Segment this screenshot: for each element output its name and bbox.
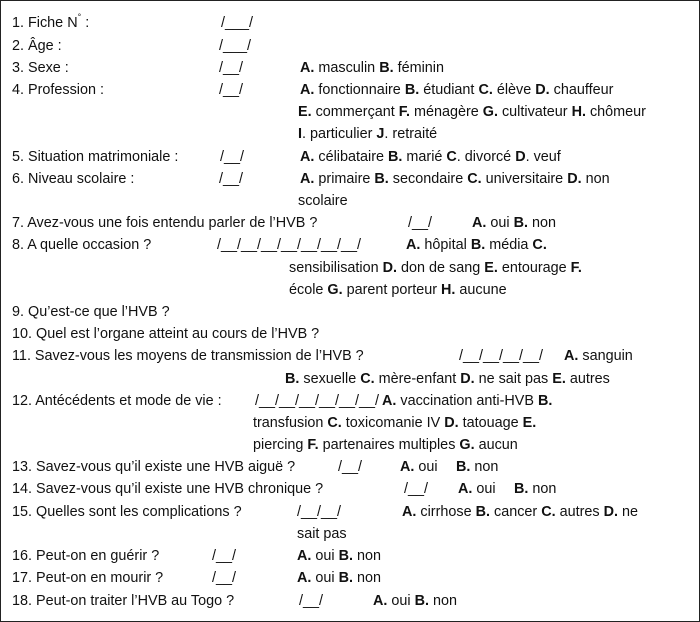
q4-options-line3: I. particulier J. retraité bbox=[298, 126, 438, 142]
q5-options: A. célibataire B. marié C. divorcé D. veuf bbox=[300, 149, 561, 165]
q12-options-line1: A. vaccination anti-HVB B. bbox=[382, 393, 553, 409]
q7-options: A. oui B. non bbox=[472, 215, 557, 231]
q13-option-a: A. oui bbox=[400, 459, 438, 475]
q5-box: /__/ bbox=[220, 149, 245, 165]
q14-label: 14. Savez-vous qu’il existe une HVB chronique ? bbox=[12, 481, 324, 497]
q8-label: 8. A quelle occasion ? bbox=[12, 237, 152, 253]
q11-label: 11. Savez-vous les moyens de transmission de l’HVB ? bbox=[12, 348, 364, 364]
q17-options: A. oui B. non bbox=[297, 570, 382, 586]
q18-box: /__/ bbox=[299, 593, 324, 609]
q18-label: 18. Peut-on traiter l’HVB au Togo ? bbox=[12, 593, 235, 609]
q9-label: 9. Qu’est-ce que l’HVB ? bbox=[12, 304, 170, 320]
q14-option-b: B. non bbox=[514, 481, 557, 497]
q11-options-line1: A. sanguin bbox=[564, 348, 633, 364]
q4-options-line1: A. fonctionnaire B. étudiant C. élève D. chauffeur bbox=[300, 82, 614, 98]
q8-options-line1: A. hôpital B. média C. bbox=[406, 237, 547, 253]
q15-options-cont: sait pas bbox=[297, 526, 347, 542]
q1-box: /___/ bbox=[221, 15, 254, 31]
q12-box: /__/__/__/__/__/__/ bbox=[255, 393, 380, 409]
q6-options-cont: scolaire bbox=[298, 193, 348, 209]
q4-label: 4. Profession : bbox=[12, 82, 104, 98]
q16-options: A. oui B. non bbox=[297, 548, 382, 564]
q4-box: /__/ bbox=[219, 82, 244, 98]
q6-label: 6. Niveau scolaire : bbox=[12, 171, 135, 187]
q13-box: /__/ bbox=[338, 459, 363, 475]
q4-options-line2: E. commerçant F. ménagère G. cultivateur H. chômeur bbox=[298, 104, 646, 120]
q15-label: 15. Quelles sont les complications ? bbox=[12, 504, 242, 520]
q15-options: A. cirrhose B. cancer C. autres D. ne bbox=[402, 504, 639, 520]
q8-box: /__/__/__/__/__/__/__/ bbox=[217, 237, 362, 253]
q17-box: /__/ bbox=[212, 570, 237, 586]
q8-options-line2: sensibilisation D. don de sang E. entourage F. bbox=[289, 260, 582, 276]
q6-box: /__/ bbox=[219, 171, 244, 187]
q11-options-line2: B. sexuelle C. mère-enfant D. ne sait pas E. autres bbox=[285, 371, 610, 387]
q5-label: 5. Situation matrimoniale : bbox=[12, 149, 179, 165]
q3-options: A. masculin B. féminin bbox=[300, 60, 444, 76]
q16-box: /__/ bbox=[212, 548, 237, 564]
q1-label: 1. Fiche N° : bbox=[12, 12, 90, 31]
q11-box: /__/__/__/__/ bbox=[459, 348, 544, 364]
q18-options: A. oui B. non bbox=[373, 593, 458, 609]
q13-label: 13. Savez-vous qu’il existe une HVB aiguë ? bbox=[12, 459, 296, 475]
q14-option-a: A. oui bbox=[458, 481, 496, 497]
q3-label: 3. Sexe : bbox=[12, 60, 69, 76]
q3-box: /__/ bbox=[219, 60, 244, 76]
q12-options-line2: transfusion C. toxicomanie IV D. tatouage E. bbox=[253, 415, 537, 431]
q15-box: /__/__/ bbox=[297, 504, 342, 520]
q12-label: 12. Antécédents et mode de vie : bbox=[12, 393, 222, 409]
q14-box: /__/ bbox=[404, 481, 429, 497]
q7-label: 7. Avez-vous une fois entendu parler de l’HVB ? bbox=[12, 215, 318, 231]
q17-label: 17. Peut-on en mourir ? bbox=[12, 570, 164, 586]
q8-options-line3: école G. parent porteur H. aucune bbox=[289, 282, 507, 298]
q16-label: 16. Peut-on en guérir ? bbox=[12, 548, 160, 564]
q7-box: /__/ bbox=[408, 215, 433, 231]
q13-option-b: B. non bbox=[456, 459, 499, 475]
q2-label: 2. Âge : bbox=[12, 38, 62, 54]
q6-options: A. primaire B. secondaire C. universitaire D. non bbox=[300, 171, 610, 187]
q2-box: /___/ bbox=[219, 38, 252, 54]
q10-label: 10. Quel est l’organe atteint au cours de l’HVB ? bbox=[12, 326, 320, 342]
q12-options-line3: piercing F. partenaires multiples G. aucun bbox=[253, 437, 518, 453]
